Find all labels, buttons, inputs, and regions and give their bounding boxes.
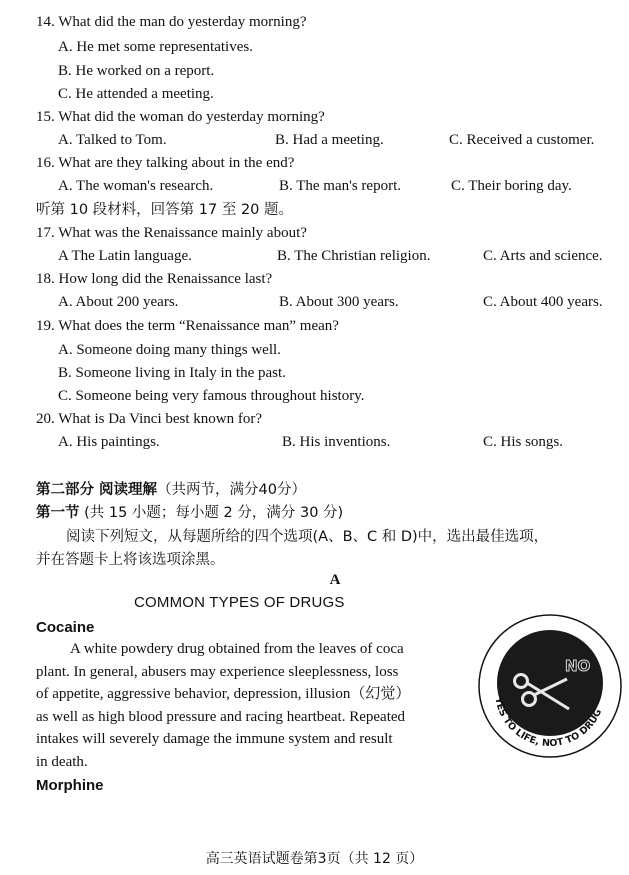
cocaine-line-2: plant. In general, abusers may experience sleeplessness, loss: [36, 663, 399, 680]
cocaine-line-5: intakes will severely damage the immune system and result: [36, 731, 393, 748]
section-1-score: (共 15 小题；每小题 2 分，满分 30 分): [79, 505, 344, 521]
section-10-instruction: 听第 10 段材料，回答第 17 至 20 题。: [36, 202, 294, 218]
question-15-option-a: A. Talked to Tom.: [58, 132, 167, 148]
question-14-stem: 14. What did the man do yesterday morning?: [36, 14, 307, 30]
passage-title: COMMON TYPES OF DRUGS: [134, 594, 345, 611]
cocaine-paragraph: [36, 638, 456, 774]
part-2-title: 第二部分 阅读理解: [36, 482, 158, 498]
logo-ring-text: YES TO LIFE, NOT TO DRUG: [492, 696, 605, 750]
question-14-option-a: A. He met some representatives.: [58, 39, 253, 55]
question-20-option-a: A. His paintings.: [58, 434, 160, 450]
question-16-stem: 16. What are they talking about in the end?: [36, 155, 295, 171]
anti-drug-logo: [477, 613, 623, 759]
question-18-stem: 18. How long did the Renaissance last?: [36, 271, 273, 287]
reading-instruction-line-2: 并在答题卡上将该选项涂黑。: [36, 552, 225, 568]
question-18-option-a: A. About 200 years.: [58, 294, 179, 310]
question-17-stem: 17. What was the Renaissance mainly about?: [36, 225, 307, 241]
reading-instruction-line-1: 阅读下列短文，从每题所给的四个选项(A、B、C 和 D)中，选出最佳选项，: [66, 529, 549, 545]
question-17-option-c: C. Arts and science.: [483, 248, 603, 264]
question-19-option-a: A. Someone doing many things well.: [58, 342, 281, 358]
question-15-stem: 15. What did the woman do yesterday morning?: [36, 109, 325, 125]
logo-no-badge: NO: [565, 657, 591, 675]
question-20-option-c: C. His songs.: [483, 434, 564, 450]
cocaine-heading: Cocaine: [36, 619, 95, 636]
morphine-heading: Morphine: [36, 777, 104, 794]
cocaine-line-1: A white powdery drug obtained from the leaves of coca: [70, 641, 404, 657]
question-17-option-b: B. The Christian religion.: [277, 248, 431, 264]
question-18-option-b: B. About 300 years.: [279, 294, 399, 310]
cocaine-line-3: of appetite, aggressive behavior, depression, illusion（幻觉）: [36, 686, 411, 703]
question-18-option-c: C. About 400 years.: [483, 294, 603, 310]
question-16-option-b: B. The man's report.: [279, 178, 401, 194]
question-20-option-b: B. His inventions.: [282, 434, 391, 450]
part-2-score: （共两节，满分40分）: [157, 482, 307, 498]
page-footer: 高三英语试题卷第3页（共 12 页）: [205, 851, 424, 867]
section-1-title: 第一节: [36, 505, 80, 521]
question-16-option-a: A. The woman's research.: [58, 178, 214, 194]
question-19-stem: 19. What does the term “Renaissance man” mean?: [36, 318, 339, 334]
section-1-heading: [36, 503, 343, 523]
question-17-option-a: A The Latin language.: [58, 248, 192, 264]
part-2-heading: [36, 480, 306, 500]
question-15-option-b: B. Had a meeting.: [275, 132, 384, 148]
question-15-option-c: C. Received a customer.: [449, 132, 595, 148]
cocaine-line-6: in death.: [36, 753, 88, 770]
cocaine-line-4: as well as high blood pressure and racing heartbeat. Repeated: [36, 708, 406, 725]
question-19-option-b: B. Someone living in Italy in the past.: [58, 365, 286, 381]
question-20-stem: 20. What is Da Vinci best known for?: [36, 411, 263, 427]
question-19-option-c: C. Someone being very famous throughout history.: [58, 388, 365, 404]
question-14-option-c: C. He attended a meeting.: [58, 86, 214, 102]
question-14-option-b: B. He worked on a report.: [58, 63, 215, 79]
question-16-option-c: C. Their boring day.: [451, 178, 572, 194]
passage-letter: A: [329, 572, 341, 588]
